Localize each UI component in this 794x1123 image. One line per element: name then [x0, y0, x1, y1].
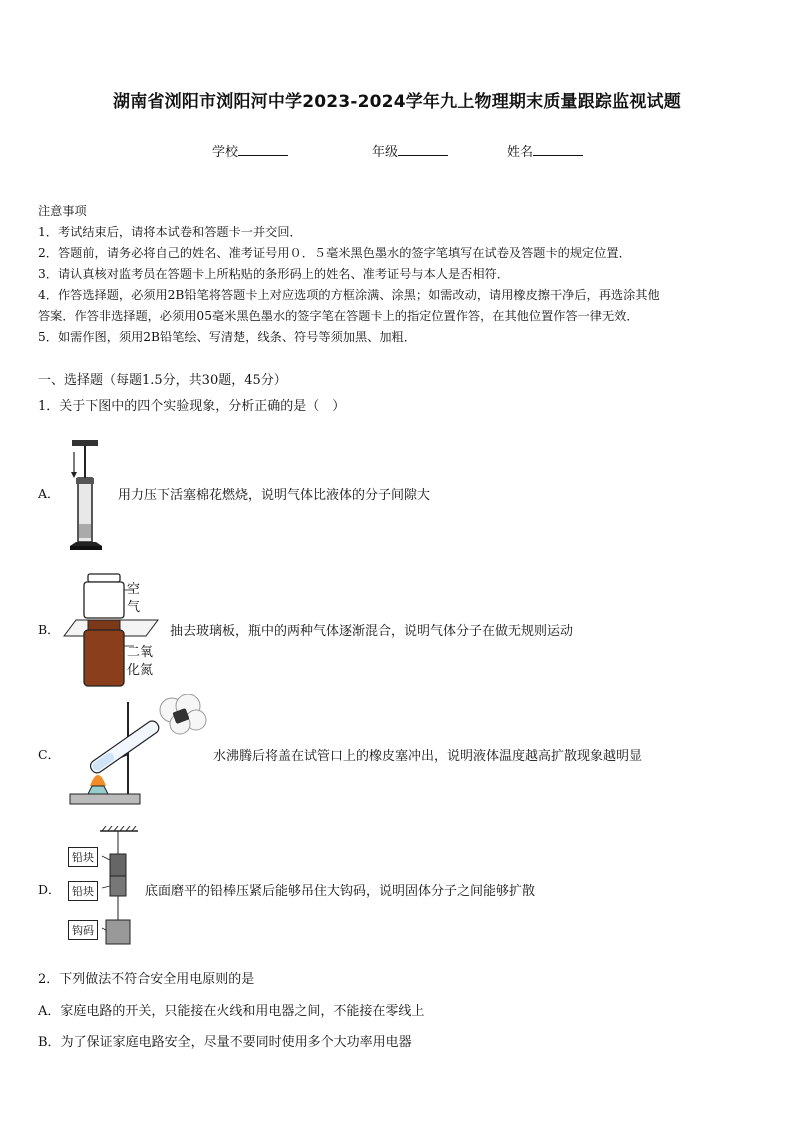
no2-label-1: 二氧 — [127, 645, 154, 660]
name-blank — [533, 143, 583, 156]
name-field — [507, 141, 583, 160]
grade-label: 年级 — [372, 145, 399, 160]
q2-option-a-label: A． — [38, 1004, 61, 1019]
option-d-label: D． — [38, 882, 61, 897]
notice-item: 3．请认真核对监考员在答题卡上所粘贴的条形码上的姓名、准考证号与本人是否相符． — [38, 267, 509, 281]
lead-block-label-1: 铅块 — [68, 847, 98, 867]
option-a-label: A． — [38, 486, 60, 501]
school-field — [212, 141, 288, 160]
section-heading: 一、选择题（每题1.5分，共30题，45分） — [38, 373, 287, 388]
q2-option-a — [38, 1000, 424, 1019]
no2-label-2: 化氮 — [127, 663, 154, 678]
air-label-2: 气 — [127, 600, 141, 615]
page-title: 湖南省浏阳市浏阳河中学2023-2024学年九上物理期末质量跟踪监视试题 — [113, 92, 681, 112]
option-c-text: 水沸腾后将盖在试管口上的橡皮塞冲出，说明液体温度越高扩散现象越明显 — [213, 749, 643, 764]
q2-option-b-text: 为了保证家庭电路安全，尽量不要同时使用多个大功率用电器 — [60, 1035, 412, 1050]
q2-option-a-text: 家庭电路的开关，只能接在火线和用电器之间，不能接在零线上 — [60, 1004, 425, 1019]
q2-option-b-label: B． — [38, 1035, 61, 1050]
q2-option-b — [38, 1031, 412, 1050]
notice-heading: 注意事项 — [38, 204, 87, 218]
question-2-stem: 2．下列做法不符合安全用电原则的是 — [38, 972, 255, 987]
notice-item: 2．答题前，请务必将自己的姓名、准考证号用０．５毫米黑色墨水的签字笔填写在试卷及答题卡的规定位置． — [38, 246, 631, 260]
school-blank — [238, 143, 288, 156]
question-1-stem: 1．关于下图中的四个实验现象，分析正确的是（ ） — [38, 399, 346, 414]
air-label-1: 空 — [127, 582, 141, 597]
notice-item: 4．作答选择题，必须用2B铅笔将答题卡上对应选项的方框涂满、涂黑；如需改动，请用橡皮擦干净后，再选涂其他 — [38, 288, 660, 302]
test-tube-steam-figure — [68, 694, 210, 810]
notice-block — [38, 201, 660, 348]
option-a-text: 用力压下活塞棉花燃烧，说明气体比液体的分子间隙大 — [118, 488, 431, 503]
lead-block-label-2: 铅块 — [68, 881, 98, 901]
option-b-text: 抽去玻璃板，瓶中的两种气体逐渐混合，说明气体分子在做无规则运动 — [170, 624, 574, 639]
name-label: 姓名 — [507, 145, 534, 160]
option-d-text: 底面磨平的铅棒压紧后能够吊住大钩码，说明固体分子之间能够扩散 — [145, 884, 536, 899]
option-b-label: B． — [38, 622, 60, 637]
notice-item: 答案．作答非选择题，必须用05毫米黑色墨水的签字笔在答题卡上的指定位置作答，在其他位置作答一律无效． — [38, 309, 639, 323]
grade-blank — [398, 143, 448, 156]
option-c-label: C． — [38, 747, 61, 762]
hook-weight-label: 钩码 — [68, 920, 98, 940]
notice-item: 1．考试结束后，请将本试卷和答题卡一并交回． — [38, 225, 302, 239]
school-label: 学校 — [212, 145, 239, 160]
compression-piston-figure — [66, 438, 112, 552]
grade-field — [372, 141, 448, 160]
notice-item: 5．如需作图，须用2B铅笔绘、写清楚，线条、符号等须加黑、加粗． — [38, 330, 416, 344]
